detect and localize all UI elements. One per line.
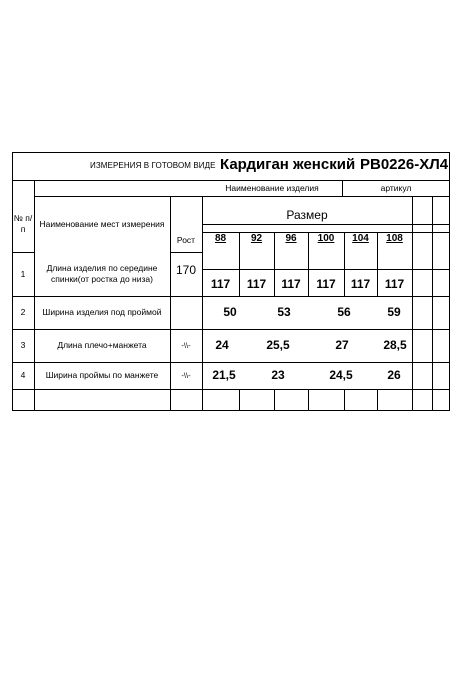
row-value: 56 [337,305,351,319]
row-number: 2 [20,307,26,318]
row-measure-name: Длина изделия по середине спинки(от ростка до низа) [46,263,158,284]
row-value: 27 [335,338,349,352]
row-number: 3 [20,340,26,351]
size-label: 96 [285,232,297,244]
size-label: 104 [352,232,369,244]
place-header: Наименование мест измерения [39,218,165,229]
row-value: 117 [384,276,405,291]
row-number: 4 [20,370,26,381]
row-value: 117 [316,276,336,291]
article-code: РВ0226-ХЛ4 [360,156,449,173]
row-height: -\\- [181,340,191,350]
size-header: Размер [286,207,328,222]
measurement-sheet [12,152,460,412]
row-value: 53 [277,305,291,319]
row-value: 26 [387,368,401,382]
row-value: 117 [350,276,371,291]
product-title: Кардиган женский [220,156,356,173]
size-label: 92 [250,232,263,244]
num-header: № п/п [13,213,33,234]
size-label: 88 [214,232,227,244]
measurements-label: ИЗМЕРЕНИЯ В ГОТОВОМ ВИДЕ [90,161,216,170]
height-header: Рост [176,234,196,245]
row-value: 21,5 [212,368,236,382]
size-label: 108 [386,232,403,244]
row-value: 117 [246,276,267,291]
size-label: 100 [317,232,335,244]
row-value: 23 [271,368,285,382]
row-value: 28,5 [383,338,407,352]
row-value: 59 [387,305,401,319]
row-value: 24,5 [329,368,353,382]
article-label: артикул [380,182,412,193]
row-value: 24 [215,338,229,352]
row-measure-name: Ширина изделия под проймой [42,307,162,318]
row-value: 25,5 [266,338,290,352]
row-measure-name: Ширина проймы по манжете [45,370,159,381]
row-value: 50 [223,305,237,319]
row-measure-name: Длина плечо+манжета [57,340,147,351]
row-value: 117 [281,276,301,291]
row-value: 117 [210,276,231,291]
row-height: 170 [175,262,197,277]
product-name-label: Наименование изделия [225,182,319,193]
row-height: -\\- [181,370,191,380]
row-number: 1 [20,268,26,279]
